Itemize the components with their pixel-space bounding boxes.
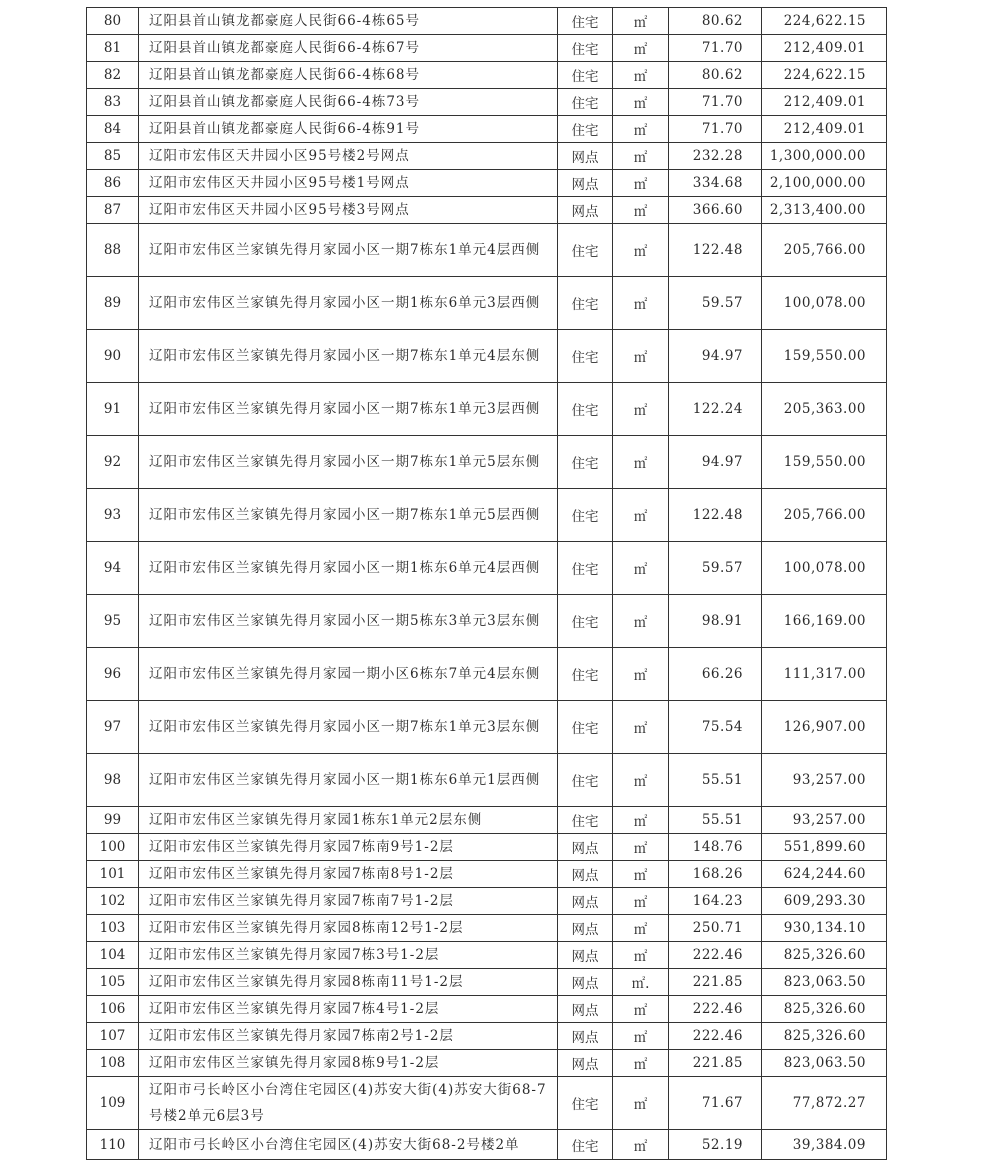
price-cell: 2,313,400.00 — [762, 197, 887, 224]
area-cell: 71.70 — [669, 35, 762, 62]
address-cell: 辽阳市宏伟区兰家镇先得月家园小区一期7栋东1单元5层东侧 — [139, 436, 558, 489]
table-row — [87, 942, 887, 969]
area-cell: 334.68 — [669, 170, 762, 197]
table-row — [87, 701, 887, 754]
row-number-cell: 96 — [87, 648, 139, 701]
row-number-cell: 86 — [87, 170, 139, 197]
usage-cell: 住宅 — [558, 35, 613, 62]
row-number-cell: 106 — [87, 996, 139, 1023]
row-number-cell: 105 — [87, 969, 139, 996]
area-cell: 122.24 — [669, 383, 762, 436]
row-number-cell: 100 — [87, 834, 139, 861]
area-cell: 164.23 — [669, 888, 762, 915]
unit-cell: ㎡ — [613, 277, 669, 330]
usage-cell: 住宅 — [558, 542, 613, 595]
table-row — [87, 383, 887, 436]
usage-cell: 住宅 — [558, 224, 613, 277]
table-row — [87, 277, 887, 330]
unit-cell: ㎡ — [613, 648, 669, 701]
table-row — [87, 116, 887, 143]
row-number-cell: 101 — [87, 861, 139, 888]
address-cell: 辽阳市宏伟区兰家镇先得月家园7栋南8号1-2层 — [139, 861, 558, 888]
row-number-cell: 88 — [87, 224, 139, 277]
price-cell: 126,907.00 — [762, 701, 887, 754]
row-number-cell: 90 — [87, 330, 139, 383]
area-cell: 222.46 — [669, 996, 762, 1023]
price-cell: 166,169.00 — [762, 595, 887, 648]
table-row — [87, 807, 887, 834]
area-cell: 221.85 — [669, 969, 762, 996]
price-cell: 224,622.15 — [762, 62, 887, 89]
area-cell: 232.28 — [669, 143, 762, 170]
area-cell: 122.48 — [669, 224, 762, 277]
unit-cell: ㎡ — [613, 35, 669, 62]
address-cell: 辽阳市弓长岭区小台湾住宅园区(4)苏安大街68-2号楼2单 — [139, 1130, 558, 1160]
usage-cell: 住宅 — [558, 595, 613, 648]
unit-cell: ㎡ — [613, 834, 669, 861]
price-cell: 100,078.00 — [762, 277, 887, 330]
unit-cell: ㎡ — [613, 330, 669, 383]
usage-cell: 网点 — [558, 834, 613, 861]
address-cell: 辽阳市宏伟区兰家镇先得月家园小区一期7栋东1单元4层西侧 — [139, 224, 558, 277]
price-cell: 111,317.00 — [762, 648, 887, 701]
table-row — [87, 754, 887, 807]
price-cell: 609,293.30 — [762, 888, 887, 915]
address-cell: 辽阳市宏伟区兰家镇先得月家园小区一期5栋东3单元3层东侧 — [139, 595, 558, 648]
unit-cell: ㎡ — [613, 942, 669, 969]
price-cell: 212,409.01 — [762, 89, 887, 116]
row-number-cell: 94 — [87, 542, 139, 595]
unit-cell: ㎡ — [613, 62, 669, 89]
usage-cell: 网点 — [558, 861, 613, 888]
address-cell: 辽阳市宏伟区兰家镇先得月家园小区一期7栋东1单元5层西侧 — [139, 489, 558, 542]
unit-cell: ㎡ — [613, 383, 669, 436]
usage-cell: 网点 — [558, 888, 613, 915]
table-row — [87, 834, 887, 861]
unit-cell: ㎡ — [613, 89, 669, 116]
unit-cell: ㎡ — [613, 1077, 669, 1130]
address-cell: 辽阳市宏伟区天井园小区95号楼3号网点 — [139, 197, 558, 224]
table-row — [87, 996, 887, 1023]
address-cell: 辽阳市宏伟区兰家镇先得月家园小区一期1栋东6单元4层西侧 — [139, 542, 558, 595]
price-cell: 205,766.00 — [762, 224, 887, 277]
area-cell: 59.57 — [669, 542, 762, 595]
table-row — [87, 143, 887, 170]
property-table — [86, 7, 887, 1160]
usage-cell: 住宅 — [558, 1077, 613, 1130]
address-cell: 辽阳市宏伟区兰家镇先得月家园小区一期7栋东1单元3层东侧 — [139, 701, 558, 754]
address-cell: 辽阳市宏伟区兰家镇先得月家园7栋南2号1-2层 — [139, 1023, 558, 1050]
usage-cell: 网点 — [558, 197, 613, 224]
usage-cell: 住宅 — [558, 648, 613, 701]
usage-cell: 网点 — [558, 996, 613, 1023]
address-cell: 辽阳县首山镇龙都豪庭人民街66-4栋65号 — [139, 8, 558, 35]
address-cell: 辽阳市宏伟区兰家镇先得月家园一期小区6栋东7单元4层东侧 — [139, 648, 558, 701]
price-cell: 2,100,000.00 — [762, 170, 887, 197]
address-cell: 辽阳县首山镇龙都豪庭人民街66-4栋68号 — [139, 62, 558, 89]
usage-cell: 网点 — [558, 1050, 613, 1077]
usage-cell: 住宅 — [558, 489, 613, 542]
address-cell: 辽阳市宏伟区兰家镇先得月家园小区一期7栋东1单元3层西侧 — [139, 383, 558, 436]
row-number-cell: 98 — [87, 754, 139, 807]
property-table-body — [87, 8, 887, 1160]
address-cell: 辽阳市宏伟区兰家镇先得月家园小区一期7栋东1单元4层东侧 — [139, 330, 558, 383]
unit-cell: ㎡ — [613, 754, 669, 807]
area-cell: 75.54 — [669, 701, 762, 754]
area-cell: 55.51 — [669, 807, 762, 834]
address-cell: 辽阳县首山镇龙都豪庭人民街66-4栋67号 — [139, 35, 558, 62]
price-cell: 205,363.00 — [762, 383, 887, 436]
usage-cell: 网点 — [558, 143, 613, 170]
usage-cell: 网点 — [558, 1023, 613, 1050]
usage-cell: 住宅 — [558, 277, 613, 330]
price-cell: 205,766.00 — [762, 489, 887, 542]
address-cell: 辽阳市宏伟区兰家镇先得月家园7栋南7号1-2层 — [139, 888, 558, 915]
area-cell: 168.26 — [669, 861, 762, 888]
table-row — [87, 8, 887, 35]
address-cell: 辽阳市宏伟区兰家镇先得月家园7栋4号1-2层 — [139, 996, 558, 1023]
usage-cell: 网点 — [558, 170, 613, 197]
price-cell: 224,622.15 — [762, 8, 887, 35]
price-cell: 825,326.60 — [762, 1023, 887, 1050]
unit-cell: ㎡ — [613, 197, 669, 224]
row-number-cell: 80 — [87, 8, 139, 35]
table-row — [87, 436, 887, 489]
area-cell: 222.46 — [669, 1023, 762, 1050]
address-cell: 辽阳县首山镇龙都豪庭人民街66-4栋73号 — [139, 89, 558, 116]
usage-cell: 住宅 — [558, 754, 613, 807]
row-number-cell: 93 — [87, 489, 139, 542]
address-cell: 辽阳市宏伟区兰家镇先得月家园8栋南12号1-2层 — [139, 915, 558, 942]
table-row — [87, 170, 887, 197]
usage-cell: 住宅 — [558, 89, 613, 116]
unit-cell: ㎡ — [613, 595, 669, 648]
table-row — [87, 595, 887, 648]
table-row — [87, 542, 887, 595]
area-cell: 94.97 — [669, 436, 762, 489]
unit-cell: ㎡ — [613, 861, 669, 888]
row-number-cell: 110 — [87, 1130, 139, 1160]
usage-cell: 住宅 — [558, 701, 613, 754]
area-cell: 52.19 — [669, 1130, 762, 1160]
usage-cell: 网点 — [558, 915, 613, 942]
price-cell: 1,300,000.00 — [762, 143, 887, 170]
area-cell: 222.46 — [669, 942, 762, 969]
price-cell: 77,872.27 — [762, 1077, 887, 1130]
table-row — [87, 35, 887, 62]
usage-cell: 网点 — [558, 969, 613, 996]
price-cell: 930,134.10 — [762, 915, 887, 942]
usage-cell: 住宅 — [558, 330, 613, 383]
address-cell: 辽阳市宏伟区天井园小区95号楼2号网点 — [139, 143, 558, 170]
row-number-cell: 92 — [87, 436, 139, 489]
row-number-cell: 108 — [87, 1050, 139, 1077]
table-row — [87, 224, 887, 277]
price-cell: 159,550.00 — [762, 330, 887, 383]
unit-cell: ㎡ — [613, 116, 669, 143]
price-cell: 825,326.60 — [762, 942, 887, 969]
row-number-cell: 81 — [87, 35, 139, 62]
row-number-cell: 83 — [87, 89, 139, 116]
table-row — [87, 489, 887, 542]
price-cell: 823,063.50 — [762, 969, 887, 996]
table-row — [87, 861, 887, 888]
row-number-cell: 97 — [87, 701, 139, 754]
row-number-cell: 87 — [87, 197, 139, 224]
address-cell: 辽阳市宏伟区兰家镇先得月家园1栋东1单元2层东侧 — [139, 807, 558, 834]
price-cell: 93,257.00 — [762, 807, 887, 834]
table-row — [87, 89, 887, 116]
address-cell: 辽阳市宏伟区天井园小区95号楼1号网点 — [139, 170, 558, 197]
row-number-cell: 89 — [87, 277, 139, 330]
table-row — [87, 1130, 887, 1160]
area-cell: 366.60 — [669, 197, 762, 224]
area-cell: 66.26 — [669, 648, 762, 701]
unit-cell: ㎡. — [613, 969, 669, 996]
address-cell: 辽阳市宏伟区兰家镇先得月家园7栋3号1-2层 — [139, 942, 558, 969]
address-cell: 辽阳市宏伟区兰家镇先得月家园8栋南11号1-2层 — [139, 969, 558, 996]
table-row — [87, 1077, 887, 1130]
area-cell: 80.62 — [669, 62, 762, 89]
table-row — [87, 969, 887, 996]
area-cell: 71.70 — [669, 116, 762, 143]
price-cell: 212,409.01 — [762, 116, 887, 143]
price-cell: 212,409.01 — [762, 35, 887, 62]
usage-cell: 住宅 — [558, 8, 613, 35]
price-cell: 159,550.00 — [762, 436, 887, 489]
unit-cell: ㎡ — [613, 542, 669, 595]
usage-cell: 住宅 — [558, 383, 613, 436]
table-row — [87, 330, 887, 383]
area-cell: 59.57 — [669, 277, 762, 330]
usage-cell: 住宅 — [558, 807, 613, 834]
address-cell: 辽阳市宏伟区兰家镇先得月家园小区一期1栋东6单元3层西侧 — [139, 277, 558, 330]
area-cell: 250.71 — [669, 915, 762, 942]
address-cell: 辽阳市宏伟区兰家镇先得月家园7栋南9号1-2层 — [139, 834, 558, 861]
usage-cell: 住宅 — [558, 1130, 613, 1160]
price-cell: 93,257.00 — [762, 754, 887, 807]
table-row — [87, 648, 887, 701]
address-cell: 辽阳县首山镇龙都豪庭人民街66-4栋91号 — [139, 116, 558, 143]
area-cell: 148.76 — [669, 834, 762, 861]
unit-cell: ㎡ — [613, 224, 669, 277]
area-cell: 71.67 — [669, 1077, 762, 1130]
row-number-cell: 85 — [87, 143, 139, 170]
area-cell: 98.91 — [669, 595, 762, 648]
area-cell: 55.51 — [669, 754, 762, 807]
price-cell: 624,244.60 — [762, 861, 887, 888]
price-cell: 551,899.60 — [762, 834, 887, 861]
table-row — [87, 1050, 887, 1077]
row-number-cell: 102 — [87, 888, 139, 915]
price-cell: 825,326.60 — [762, 996, 887, 1023]
address-cell: 辽阳市宏伟区兰家镇先得月家园小区一期1栋东6单元1层西侧 — [139, 754, 558, 807]
unit-cell: ㎡ — [613, 996, 669, 1023]
unit-cell: ㎡ — [613, 143, 669, 170]
usage-cell: 网点 — [558, 942, 613, 969]
unit-cell: ㎡ — [613, 1023, 669, 1050]
table-row — [87, 197, 887, 224]
area-cell: 221.85 — [669, 1050, 762, 1077]
row-number-cell: 91 — [87, 383, 139, 436]
usage-cell: 住宅 — [558, 116, 613, 143]
row-number-cell: 103 — [87, 915, 139, 942]
address-cell: 辽阳市宏伟区兰家镇先得月家园8栋9号1-2层 — [139, 1050, 558, 1077]
unit-cell: ㎡ — [613, 888, 669, 915]
unit-cell: ㎡ — [613, 701, 669, 754]
unit-cell: ㎡ — [613, 1050, 669, 1077]
table-row — [87, 915, 887, 942]
row-number-cell: 107 — [87, 1023, 139, 1050]
usage-cell: 住宅 — [558, 436, 613, 489]
row-number-cell: 95 — [87, 595, 139, 648]
price-cell: 100,078.00 — [762, 542, 887, 595]
unit-cell: ㎡ — [613, 436, 669, 489]
area-cell: 94.97 — [669, 330, 762, 383]
unit-cell: ㎡ — [613, 807, 669, 834]
row-number-cell: 104 — [87, 942, 139, 969]
address-cell: 辽阳市弓长岭区小台湾住宅园区(4)苏安大街(4)苏安大街68-7号楼2单元6层3号 — [139, 1077, 558, 1130]
unit-cell: ㎡ — [613, 1130, 669, 1160]
row-number-cell: 82 — [87, 62, 139, 89]
row-number-cell: 99 — [87, 807, 139, 834]
table-row — [87, 1023, 887, 1050]
usage-cell: 住宅 — [558, 62, 613, 89]
table-row — [87, 888, 887, 915]
price-cell: 39,384.09 — [762, 1130, 887, 1160]
unit-cell: ㎡ — [613, 489, 669, 542]
unit-cell: ㎡ — [613, 170, 669, 197]
area-cell: 71.70 — [669, 89, 762, 116]
table-row — [87, 62, 887, 89]
unit-cell: ㎡ — [613, 915, 669, 942]
area-cell: 80.62 — [669, 8, 762, 35]
price-cell: 823,063.50 — [762, 1050, 887, 1077]
row-number-cell: 109 — [87, 1077, 139, 1130]
unit-cell: ㎡ — [613, 8, 669, 35]
row-number-cell: 84 — [87, 116, 139, 143]
area-cell: 122.48 — [669, 489, 762, 542]
